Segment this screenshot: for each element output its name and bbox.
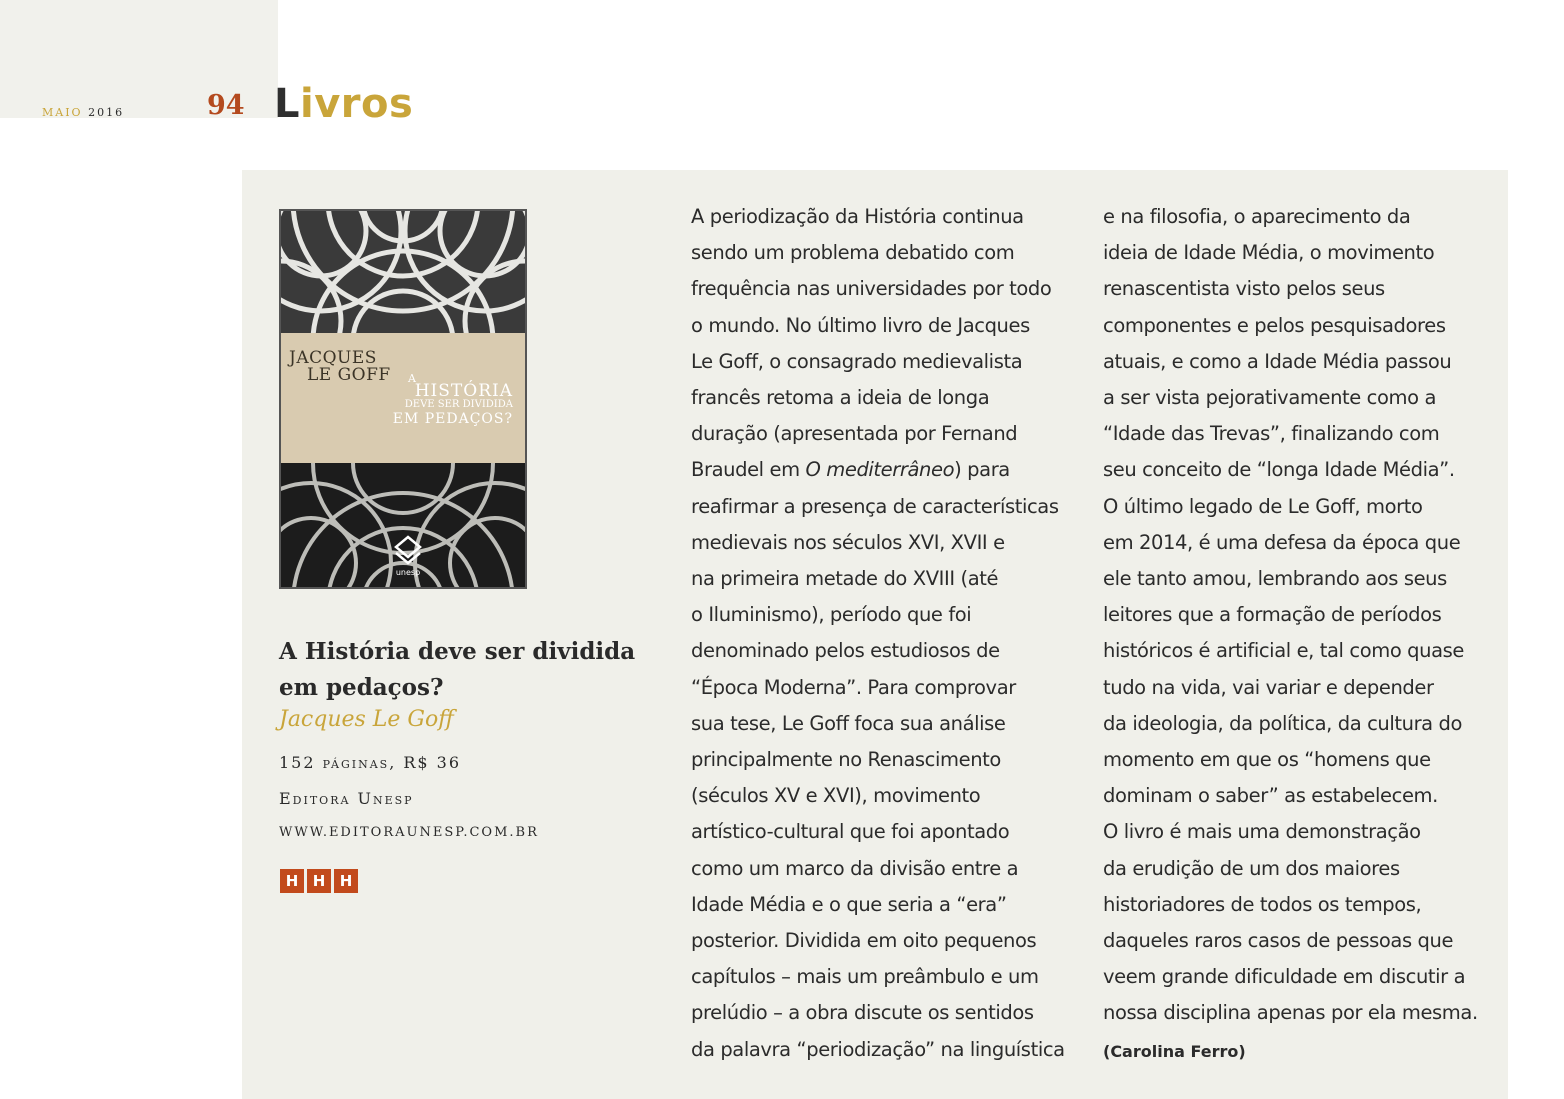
text-line: o Iluminismo), período que foi	[691, 603, 972, 627]
issue-date	[42, 106, 124, 119]
book-title	[279, 634, 639, 706]
text-line: Le Goff, o consagrado medievalista	[691, 349, 1023, 373]
text-line: renascentista visto pelos seus	[1103, 277, 1385, 301]
text-line-head: Braudel em	[691, 458, 806, 482]
text-line: O último legado de Le Goff, morto	[1103, 494, 1423, 518]
cover-title-line-3: DEVE SER DIVIDIDA	[404, 399, 513, 410]
text-line: da palavra “periodização” na linguística	[691, 1037, 1065, 1061]
review-signature: (Carolina Ferro)	[1103, 1041, 1246, 1061]
cover-publisher-logo-text: unesp	[395, 568, 421, 577]
text-line	[691, 452, 1076, 488]
rating	[280, 869, 358, 893]
book-title-line-1: A História deve ser dividida	[279, 638, 636, 665]
text-line: e na filosofia, o aparecimento da	[1103, 205, 1411, 228]
text-line: da ideologia, da política, da cultura do	[1103, 711, 1463, 735]
text-line: “Época Moderna”. Para comprovar	[691, 675, 1016, 699]
cover-author-line-2: LE GOFF	[307, 365, 391, 385]
section-title	[274, 80, 413, 128]
rating-mark-1: H	[280, 869, 304, 893]
text-line: medievais nos séculos XVI, XVII e	[691, 530, 1005, 554]
book-cover	[279, 209, 527, 589]
cover-title-line-4: EM PEDAÇOS?	[392, 411, 513, 427]
article-column-1	[691, 199, 1076, 1068]
text-line: capítulos – mais um preâmbulo e um	[691, 965, 1039, 989]
text-line: artístico-cultural que foi apontado	[691, 820, 1010, 844]
text-line: duração (apresentada por Fernand	[691, 422, 1018, 446]
text-line: sua tese, Le Goff foca sua análise	[691, 711, 1006, 735]
article-column-2	[1103, 199, 1498, 1070]
text-line: historiadores de todos os tempos,	[1103, 892, 1422, 916]
text-line: componentes e pelos pesquisadores	[1103, 313, 1446, 337]
unesp-logo-icon	[388, 533, 428, 577]
section-initial: L	[274, 81, 300, 127]
text-line: leitores que a formação de períodos	[1103, 603, 1442, 627]
publisher-url: WWW.EDITORAUNESP.COM.BR	[279, 825, 539, 840]
issue-year: 2016	[88, 106, 125, 119]
cover-author-line-1: JACQUES	[289, 348, 377, 368]
book-title-line-2: em pedaços?	[279, 674, 444, 701]
text-line: “Idade das Trevas”, finalizando com	[1103, 422, 1440, 446]
page-number: 94	[207, 90, 245, 121]
rating-mark-2: H	[307, 869, 331, 893]
section-rest: ivros	[300, 81, 414, 127]
text-line: denominado pelos estudiosos de	[691, 639, 1000, 663]
text-line: da erudição de um dos maiores	[1103, 856, 1400, 880]
text-line: atuais, e como a Idade Média passou	[1103, 349, 1452, 373]
cover-title-line-1: A	[408, 372, 417, 385]
text-line: momento em que os “homens que	[1103, 748, 1431, 772]
text-line: veem grande dificuldade em discutir a	[1103, 965, 1466, 989]
text-line: tudo na vida, vai variar e depender	[1103, 675, 1434, 699]
text-line: A periodização da História continua	[691, 205, 1024, 228]
text-line: reafirmar a presença de características	[691, 494, 1059, 518]
cover-pattern-top	[281, 211, 525, 333]
text-line: ideia de Idade Média, o movimento	[1103, 241, 1435, 265]
text-line: dominam o saber” as estabelecem.	[1103, 784, 1438, 808]
issue-month: MAIO	[42, 106, 83, 119]
text-line: francês retoma a ideia de longa	[691, 386, 990, 410]
book-pages-price: 152 páginas, R$ 36	[279, 753, 462, 772]
cover-title-line-2: HISTÓRIA	[414, 381, 513, 401]
text-line: frequência nas universidades por todo	[691, 277, 1052, 301]
text-line: históricos é artificial e, tal como quase	[1103, 639, 1464, 663]
text-line: posterior. Dividida em oito pequenos	[691, 929, 1037, 953]
book-author: Jacques Le Goff	[279, 707, 454, 732]
text-line: seu conceito de “longa Idade Média”.	[1103, 458, 1455, 482]
text-line: (séculos XV e XVI), movimento	[691, 784, 981, 808]
text-line: em 2014, é uma defesa da época que	[1103, 530, 1461, 554]
cover-title-band	[281, 333, 525, 463]
text-line: prelúdio – a obra discute os sentidos	[691, 1001, 1034, 1025]
text-line: ele tanto amou, lembrando aos seus	[1103, 567, 1447, 591]
rating-mark-3: H	[334, 869, 358, 893]
text-line: sendo um problema debatido com	[691, 241, 1015, 265]
book-publisher: Editora Unesp	[279, 789, 414, 808]
italic-work-title: O mediterrâneo	[805, 458, 955, 482]
text-line: Idade Média e o que seria a “era”	[691, 892, 1007, 916]
cover-title	[368, 373, 513, 427]
text-line: como um marco da divisão entre a	[691, 856, 1019, 880]
text-line: principalmente no Renascimento	[691, 748, 1001, 772]
text-line: a ser vista pejorativamente como a	[1103, 386, 1436, 410]
text-line: o mundo. No último livro de Jacques	[691, 313, 1030, 337]
text-line: daqueles raros casos de pessoas que	[1103, 929, 1454, 953]
text-line: O livro é mais uma demonstração	[1103, 820, 1421, 844]
text-line: na primeira metade do XVIII (até	[691, 567, 999, 591]
text-line-tail: ) para	[954, 458, 1010, 482]
text-line: nossa disciplina apenas por ela mesma.	[1103, 1001, 1478, 1025]
